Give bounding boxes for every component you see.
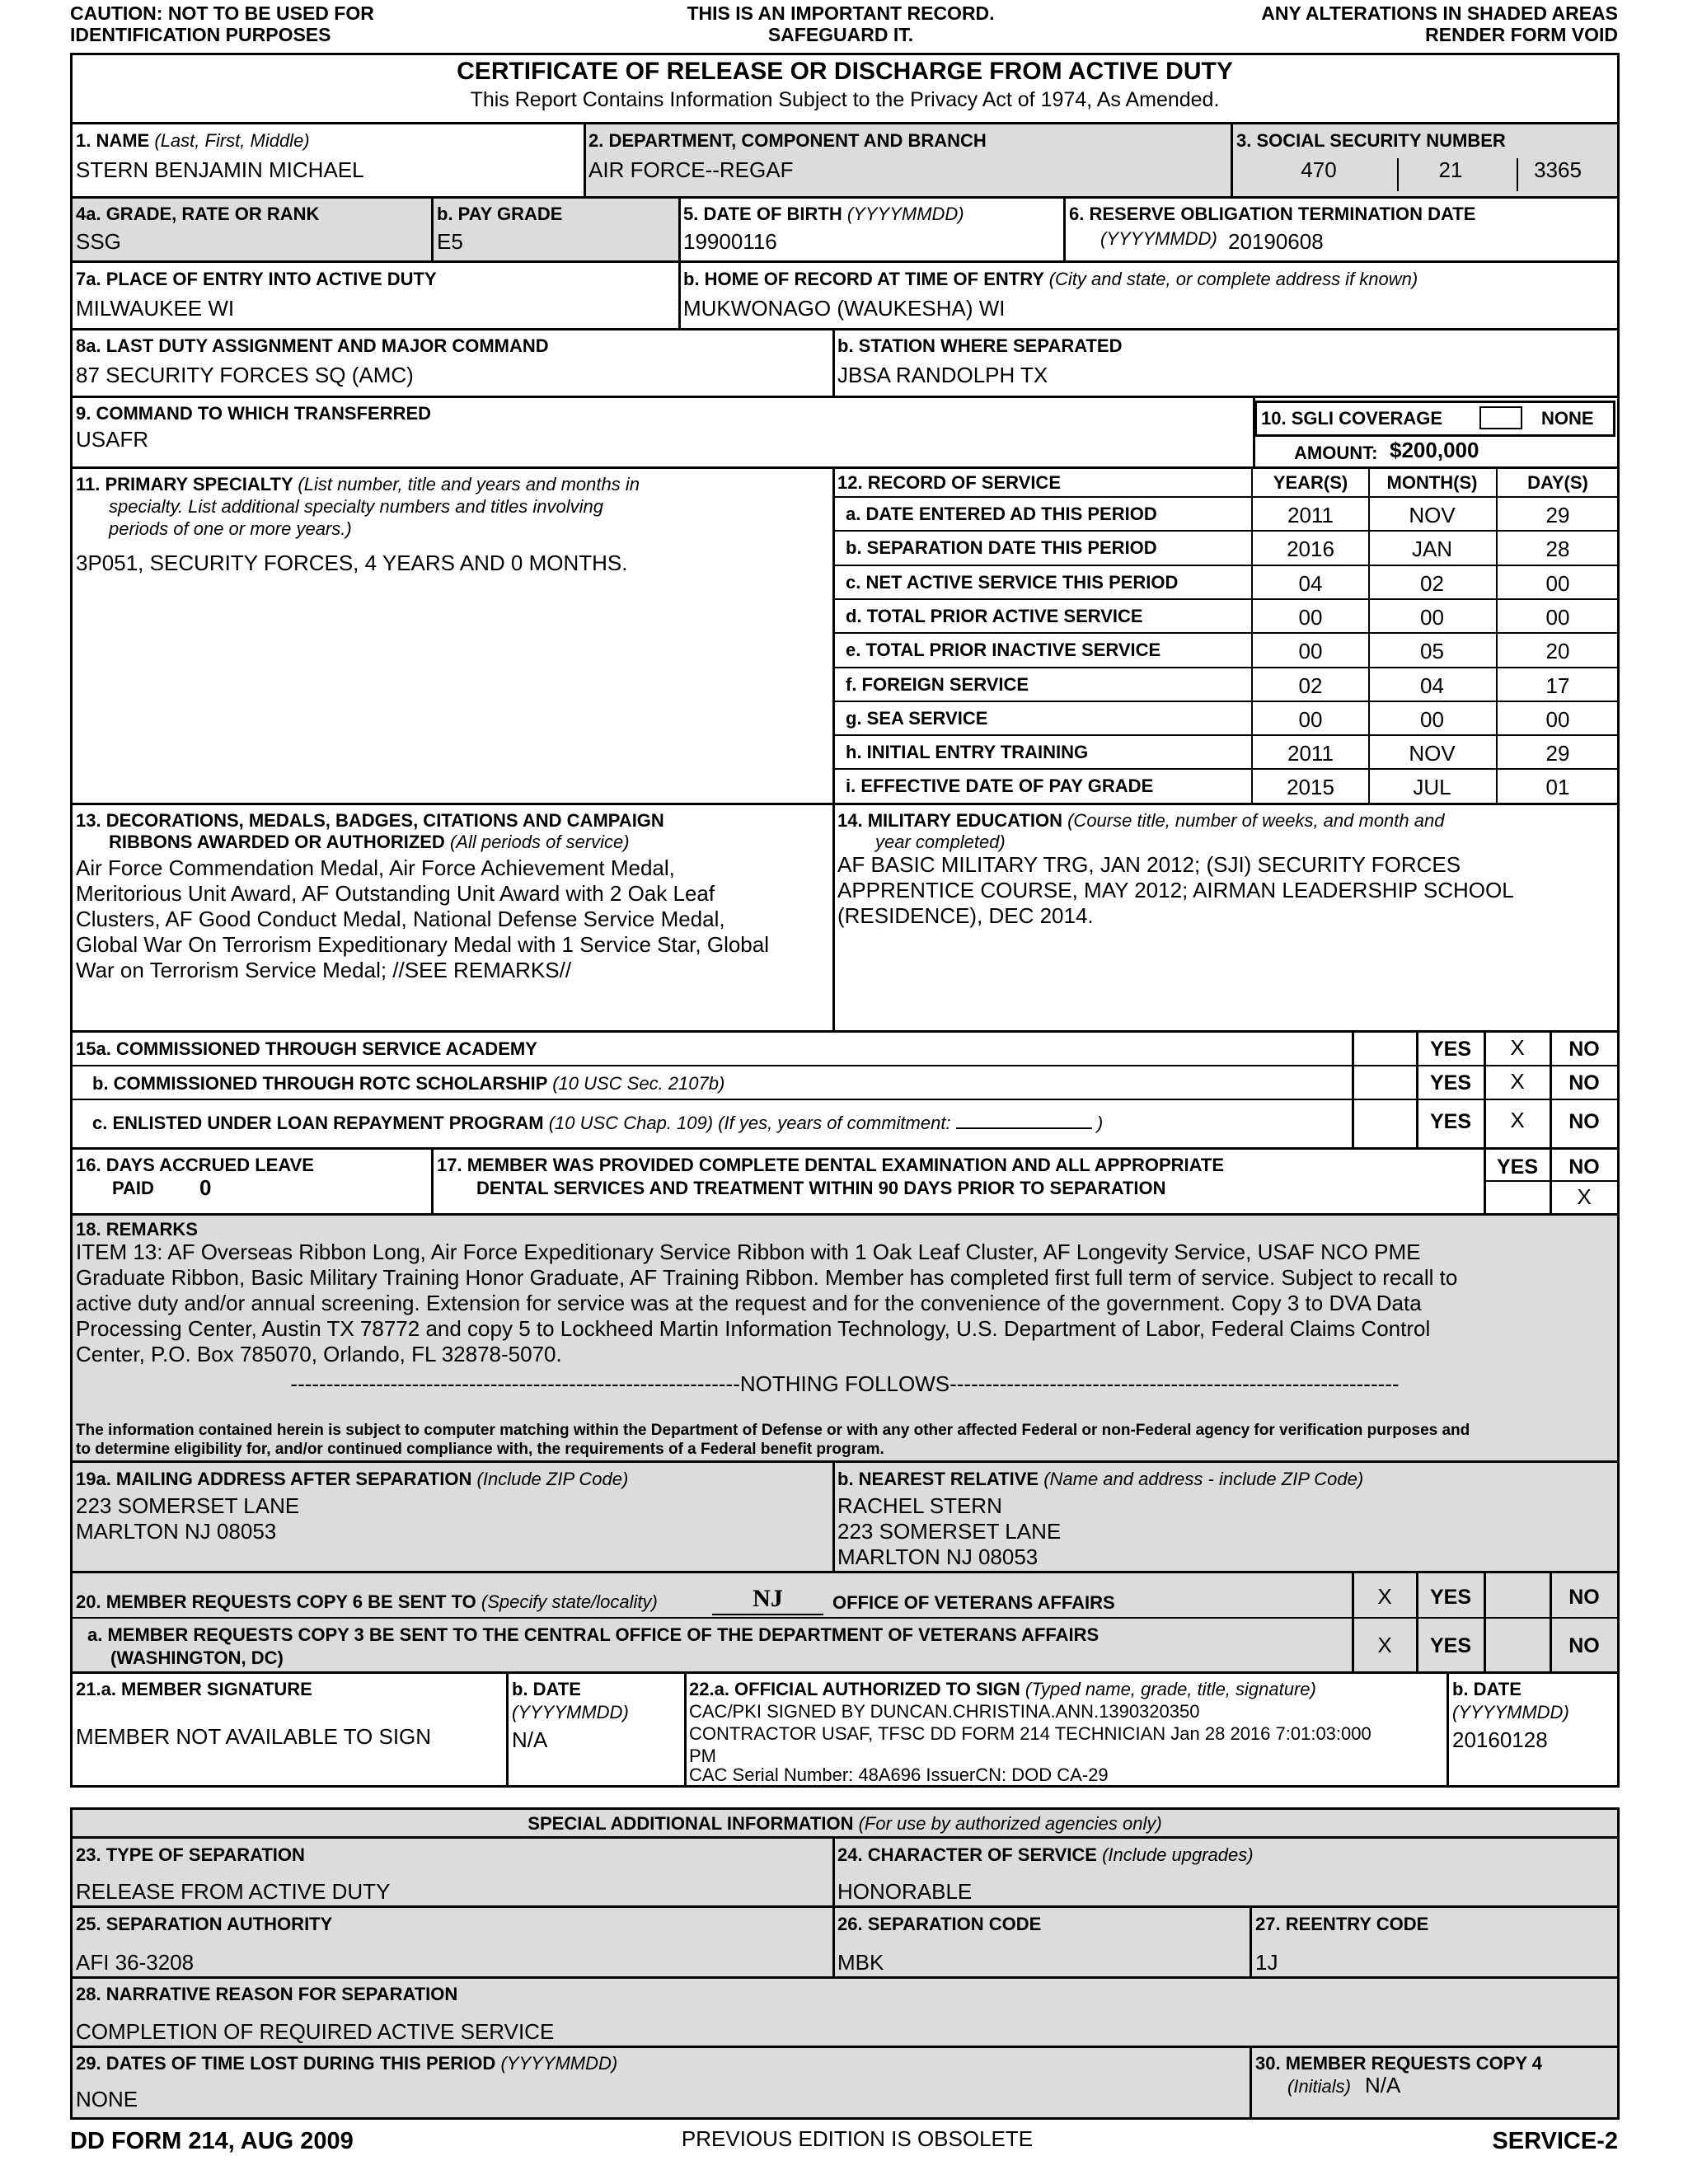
rule [70,1099,1620,1100]
official-signer-line3: PM [689,1746,716,1766]
official-date-label: b. DATE [1452,1679,1522,1699]
pay-grade-value: E5 [437,229,463,254]
remark-line: ITEM 13: AF Overseas Ribbon Long, Air Force Expeditionary Service Ribbon with 1 Oak Leaf Cluster, AF Longevity Service, USAF NCO PME [76,1240,1421,1264]
copy6-x: X [1377,1584,1392,1609]
home-of-record-label: b. HOME OF RECORD AT TIME OF ENTRY (City and state, or complete address if known) [683,269,1418,289]
rotc-no[interactable]: NO [1568,1071,1600,1094]
rotc-label: b. COMMISSIONED THROUGH ROTC SCHOLARSHIP (10 USC Sec. 2107b) [92,1073,725,1094]
separation-type-label: 23. TYPE OF SEPARATION [76,1844,305,1865]
divider [1397,158,1399,191]
education-line: AF BASIC MILITARY TRG, JAN 2012; (SJI) SECURITY FORCES [837,852,1461,877]
divider [684,1673,687,1787]
separation-authority-label: 25. SEPARATION AUTHORITY [76,1914,333,1934]
divider [832,1462,835,1571]
grade-label: 4a. GRADE, RATE OR RANK [76,204,320,224]
service-row-day: 01 [1545,775,1570,800]
divider [832,330,835,396]
official-signer-line2: CONTRACTOR USAF, TFSC DD FORM 214 TECHNICIAN Jan 28 2016 7:01:03:000 [689,1723,1372,1744]
rule [832,734,1620,736]
service-row-year: 02 [1298,673,1323,698]
important-record-text: THIS IS AN IMPORTANT RECORD. [687,2,995,24]
narrative-reason-value: COMPLETION OF REQUIRED ACTIVE SERVICE [76,2019,555,2044]
academy-no[interactable]: NO [1568,1038,1600,1061]
copy6-state-field[interactable]: NJ [712,1584,823,1615]
mailing-address-label: 19a. MAILING ADDRESS AFTER SEPARATION (Include ZIP Code) [76,1469,629,1489]
department-label: 2. DEPARTMENT, COMPONENT AND BRANCH [588,130,987,151]
caution-text-2: IDENTIFICATION PURPOSES [70,24,331,45]
accrued-leave-label: 16. DAYS ACCRUED LEAVE [76,1155,314,1175]
record-of-service-label: 12. RECORD OF SERVICE [837,472,1061,493]
rule [70,396,1620,398]
service-row-day: 29 [1545,741,1570,766]
divider [431,1149,434,1215]
computer-matching-notice-2: to determine eligibility for, and/or continued compliance with, the requirements of a Federal benefit program. [76,1441,884,1458]
rule [70,1030,1620,1033]
divider [1063,198,1066,262]
service-row-month: 02 [1420,570,1444,596]
rule [70,1147,1620,1150]
remark-line: active duty and/or annual screening. Extension for service was at the request and for the convenience of the government. Copy 3 to DVA Data [76,1291,1422,1315]
ssn-part-1: 470 [1301,157,1337,182]
col-day-header: DAY(S) [1527,472,1588,493]
copy3-label: a. MEMBER REQUESTS COPY 3 BE SENT TO THE CENTRAL OFFICE OF THE DEPARTMENT OF VETERANS AFFAIRS [87,1624,1100,1645]
service-row-month: 00 [1420,604,1444,630]
service-row-label: i. EFFECTIVE DATE OF PAY GRADE [846,776,1154,797]
ssn-part-3: 3365 [1534,157,1582,182]
copy4-label: 30. MEMBER REQUESTS COPY 4 [1255,2053,1543,2074]
service-row-year: 2016 [1287,537,1334,562]
rule [70,260,1620,263]
nothing-follows: ---------------------------------------------------------------NOTHING FOLLOWS--------------------------------------------------------------- [290,1371,1400,1396]
service-academy-label: 15a. COMMISSIONED THROUGH SERVICE ACADEMY [76,1038,537,1059]
col-month-header: MONTH(S) [1386,472,1478,493]
station-separated-label: b. STATION WHERE SEPARATED [837,335,1123,356]
decorations-label: 13. DECORATIONS, MEDALS, BADGES, CITATIONS AND CAMPAIGN [76,810,664,831]
service-row-month: 04 [1420,673,1444,698]
decorations-label-2: RIBBONS AWARDED OR AUTHORIZED (All periods of service) [109,832,630,852]
remark-line: Graduate Ribbon, Basic Military Training Honor Graduate, AF Training Ribbon. Member has completed first full term of service. Subject to recall to [76,1265,1458,1290]
rule [70,1065,1620,1066]
service-row-day: 00 [1545,570,1570,596]
divider [1447,1673,1449,1787]
commitment-years-field[interactable] [956,1127,1092,1129]
copy3-label-2: (WASHINGTON, DC) [110,1647,284,1668]
department-value: AIR FORCE--REGAF [588,157,794,182]
service-row-year: 2011 [1287,503,1334,527]
service-row-month: NOV [1409,503,1456,527]
reentry-code-value: 1J [1255,1950,1278,1975]
service-row-year: 04 [1298,570,1323,596]
nearest-relative-label: b. NEAREST RELATIVE (Name and address - include ZIP Code) [837,1469,1364,1489]
narrative-reason-label: 28. NARRATIVE REASON FOR SEPARATION [76,1984,458,2004]
divider [832,1907,835,1976]
official-signer-line1: CAC/PKI SIGNED BY DUNCAN.CHRISTINA.ANN.1390320350 [689,1701,1200,1722]
primary-specialty-hint: periods of one or more years.) [109,518,352,539]
primary-specialty-value: 3P051, SECURITY FORCES, 4 YEARS AND 0 MONTHS. [76,551,628,575]
divider [584,124,586,198]
service-row-label: d. TOTAL PRIOR ACTIVE SERVICE [846,605,1143,626]
service-row-month: 05 [1420,639,1444,664]
time-lost-value: NONE [76,2087,138,2111]
loan-repayment-label: c. ENLISTED UNDER LOAN REPAYMENT PROGRAM (10 USC Chap. 109) (If yes, years of commitment: ) [92,1113,1104,1133]
military-education-hint: year completed) [875,832,1006,852]
accrued-leave-value: 0 [199,1175,212,1200]
primary-specialty-hint: specialty. List additional specialty numbers and titles involving [109,496,604,517]
nearest-relative-line3: MARLTON NJ 08053 [837,1544,1039,1569]
service-row-day: 20 [1545,639,1570,664]
rule [70,1617,1620,1619]
reentry-code-label: 27. REENTRY CODE [1255,1914,1429,1934]
remark-line: Processing Center, Austin TX 78772 and copy 5 to Lockheed Martin Information Technology, U.S. Department of Labor, Federal Claims Control [76,1316,1431,1341]
member-date-value: N/A [512,1727,548,1752]
ssn-part-2: 21 [1438,157,1463,182]
service-row-month: JAN [1411,537,1453,562]
rule [832,496,1620,498]
reserve-obligation-hint: (YYYYMMDD) [1100,228,1217,249]
service-row-year: 2015 [1287,775,1334,800]
home-of-record-value: MUKWONAGO (WAUKESHA) WI [683,296,1006,321]
command-transferred-value: USAFR [76,427,149,452]
divider [506,1673,509,1787]
rule [832,598,1620,600]
service-row-year: 00 [1298,639,1323,664]
service-row-month: JUL [1413,775,1451,800]
separation-authority-value: AFI 36-3208 [76,1950,195,1975]
copy3-no[interactable]: NO [1568,1634,1600,1657]
computer-matching-notice: The information contained herein is subject to computer matching within the Department of Defense or with any other affected Federal or non-Federal agency for verification purposes and [76,1422,1470,1439]
service-row-label: g. SEA SERVICE [846,707,988,729]
divider [1484,1572,1486,1671]
rule [832,632,1620,634]
member-signature-value[interactable]: MEMBER NOT AVAILABLE TO SIGN [76,1724,432,1749]
official-signer-line4: CAC Serial Number: 48A696 IssuerCN: DOD CA-29 [689,1765,1109,1785]
divider [678,198,681,262]
service-row-day: 28 [1545,537,1570,562]
rule [70,1976,1620,1979]
form-subtitle: This Report Contains Information Subject to the Privacy Act of 1974, As Amended. [470,88,1220,111]
nearest-relative-line1: RACHEL STERN [837,1493,1002,1518]
copy3-x: X [1377,1633,1392,1657]
grade-value: SSG [76,229,121,254]
form-title: CERTIFICATE OF RELEASE OR DISCHARGE FROM ACTIVE DUTY [457,58,1233,85]
member-signature-label: 21.a. MEMBER SIGNATURE [76,1679,312,1699]
copy6-yes[interactable]: YES [1429,1586,1472,1609]
separation-type-value: RELEASE FROM ACTIVE DUTY [76,1879,391,1904]
copy4-hint: (Initials) [1287,2076,1352,2097]
copy4-value: N/A [1365,2073,1401,2097]
service-row-day: 00 [1545,706,1570,732]
col-year-header: YEAR(S) [1273,472,1348,493]
rule [70,122,1620,124]
time-lost-label: 29. DATES OF TIME LOST DURING THIS PERIOD (YYYYMMDD) [76,2053,618,2074]
service-row-label: b. SEPARATION DATE THIS PERIOD [846,537,1157,559]
divider [832,1838,835,1905]
last-duty-value: 87 SECURITY FORCES SQ (AMC) [76,363,414,387]
official-signer-label: 22.a. OFFICIAL AUTHORIZED TO SIGN (Typed name, grade, title, signature) [689,1679,1316,1699]
service-row-month: 00 [1420,706,1444,732]
name-label: 1. NAME (Last, First, Middle) [76,130,310,151]
dob-value: 19900116 [683,229,777,254]
service-row-year: 2011 [1287,741,1334,766]
rule [70,1905,1620,1908]
alterations-text-2: RENDER FORM VOID [1425,24,1618,45]
decoration-line: Global War On Terrorism Expeditionary Medal with 1 Service Star, Global [76,932,770,957]
important-record-text-2: SAFEGUARD IT. [767,24,914,45]
ssn-label: 3. SOCIAL SECURITY NUMBER [1236,130,1506,151]
dental-no[interactable]: NO [1568,1155,1600,1179]
dental-no-x: X [1577,1184,1592,1209]
rule [70,1671,1620,1674]
sgli-none-checkbox[interactable] [1479,406,1522,429]
decoration-line: War on Terrorism Service Medal; //SEE REMARKS// [76,958,572,982]
nearest-relative-line2: 223 SOMERSET LANE [837,1519,1062,1544]
service-row-label: e. TOTAL PRIOR INACTIVE SERVICE [846,640,1161,661]
rule [70,1571,1620,1573]
divider [1352,1032,1354,1147]
form-number: DD FORM 214, AUG 2009 [70,2128,354,2154]
official-date-value: 20160128 [1452,1727,1548,1752]
station-separated-value: JBSA RANDOLPH TX [837,363,1048,387]
copy6-label-end: OFFICE OF VETERANS AFFAIRS [832,1592,1115,1613]
separation-code-value: MBK [837,1950,884,1975]
divider [1250,2047,1252,2118]
rule [70,328,1620,330]
last-duty-label: 8a. LAST DUTY ASSIGNMENT AND MAJOR COMMAND [76,335,549,356]
record-of-service-table [832,468,1620,803]
academy-x: X [1510,1035,1525,1060]
rule [70,2046,1620,2048]
service-row-day: 00 [1545,604,1570,630]
service-row-label: c. NET ACTIVE SERVICE THIS PERIOD [846,571,1179,593]
education-line: APPRENTICE COURSE, MAY 2012; AIRMAN LEADERSHIP SCHOOL [837,878,1514,902]
rule [832,530,1620,532]
loan-yes[interactable]: YES [1429,1110,1472,1133]
service-row-label: h. INITIAL ENTRY TRAINING [846,742,1089,763]
primary-specialty-label: 11. PRIMARY SPECIALTY (List number, title and years and months in [76,474,640,494]
dental-exam-label-2: DENTAL SERVICES AND TREATMENT WITHIN 90 DAYS PRIOR TO SEPARATION [476,1178,1166,1198]
service-row-month: NOV [1409,741,1456,766]
rule [70,803,1620,805]
divider [1250,1907,1252,1976]
dob-label: 5. DATE OF BIRTH (YYYYMMDD) [683,204,964,224]
copy6-label: 20. MEMBER REQUESTS COPY 6 BE SENT TO (Specify state/locality) [76,1591,658,1612]
dental-exam-label: 17. MEMBER WAS PROVIDED COMPLETE DENTAL EXAMINATION AND ALL APPROPRIATE [437,1155,1225,1175]
pay-grade-label: b. PAY GRADE [437,204,563,224]
rule [832,565,1620,566]
rotc-yes[interactable]: YES [1429,1071,1472,1094]
decoration-line: Air Force Commendation Medal, Air Force Achievement Medal, [76,855,675,880]
rule [832,667,1620,668]
reserve-obligation-label: 6. RESERVE OBLIGATION TERMINATION DATE [1069,204,1476,224]
mailing-address-line2: MARLTON NJ 08053 [76,1519,277,1544]
divider [678,262,681,328]
decoration-line: Meritorious Unit Award, AF Outstanding Unit Award with 2 Oak Leaf [76,881,715,906]
character-of-service-value: HONORABLE [837,1879,973,1904]
rule [70,1460,1620,1463]
sgli-none-label: NONE [1541,408,1594,429]
service-row-day: 17 [1545,673,1570,698]
rule [1484,1180,1620,1182]
rule [832,768,1620,770]
service-row-day: 29 [1545,503,1570,527]
divider [1231,124,1233,198]
loan-x: X [1510,1108,1525,1132]
accrued-leave-paid-label: PAID [112,1178,154,1198]
special-info-header: SPECIAL ADDITIONAL INFORMATION (For use by authorized agencies only) [528,1813,1162,1834]
character-of-service-label: 24. CHARACTER OF SERVICE (Include upgrades) [837,1844,1254,1865]
name-value: STERN BENJAMIN MICHAEL [76,157,364,182]
alterations-text: ANY ALTERATIONS IN SHADED AREAS [1261,2,1618,24]
divider [431,198,434,262]
member-date-label: b. DATE [512,1679,581,1699]
service-row-year: 00 [1298,706,1323,732]
separation-code-label: 26. SEPARATION CODE [837,1914,1042,1934]
service-copy: SERVICE-2 [1492,2128,1618,2154]
previous-edition-note: PREVIOUS EDITION IS OBSOLETE [681,2126,1034,2151]
place-of-entry-value: MILWAUKEE WI [76,296,235,321]
command-transferred-label: 9. COMMAND TO WHICH TRANSFERRED [76,403,432,424]
caution-text: CAUTION: NOT TO BE USED FOR [70,2,374,24]
academy-yes[interactable]: YES [1429,1038,1472,1061]
copy6-no[interactable]: NO [1568,1586,1600,1609]
rule [832,701,1620,702]
military-education-label: 14. MILITARY EDUCATION (Course title, number of weeks, and month and [837,810,1445,831]
sgli-amount-value: $200,000 [1390,438,1479,462]
mailing-address-line1: 223 SOMERSET LANE [76,1493,300,1518]
rule [70,196,1620,199]
rotc-x: X [1510,1069,1525,1094]
place-of-entry-label: 7a. PLACE OF ENTRY INTO ACTIVE DUTY [76,269,437,289]
copy3-yes[interactable]: YES [1429,1634,1472,1657]
member-date-hint: (YYYYMMDD) [512,1702,629,1722]
reserve-obligation-value: 20190608 [1228,229,1324,254]
service-row-label: a. DATE ENTERED AD THIS PERIOD [846,504,1157,524]
remarks-label: 18. REMARKS [76,1219,198,1240]
loan-no[interactable]: NO [1568,1110,1600,1133]
rule [70,1836,1620,1839]
remark-line: Center, P.O. Box 785070, Orlando, FL 32878-5070. [76,1342,562,1366]
service-row-year: 00 [1298,604,1323,630]
official-date-hint: (YYYYMMDD) [1452,1702,1569,1722]
rule [70,1213,1620,1216]
service-row-label: f. FOREIGN SERVICE [846,673,1029,695]
sgli-label: 10. SGLI COVERAGE [1261,408,1443,429]
education-line: (RESIDENCE), DEC 2014. [837,903,1094,928]
divider [1253,397,1255,468]
sgli-amount-label: AMOUNT: [1294,443,1378,463]
decoration-line: Clusters, AF Good Conduct Medal, National Defense Service Medal, [76,907,725,931]
dental-yes[interactable]: YES [1496,1155,1539,1179]
